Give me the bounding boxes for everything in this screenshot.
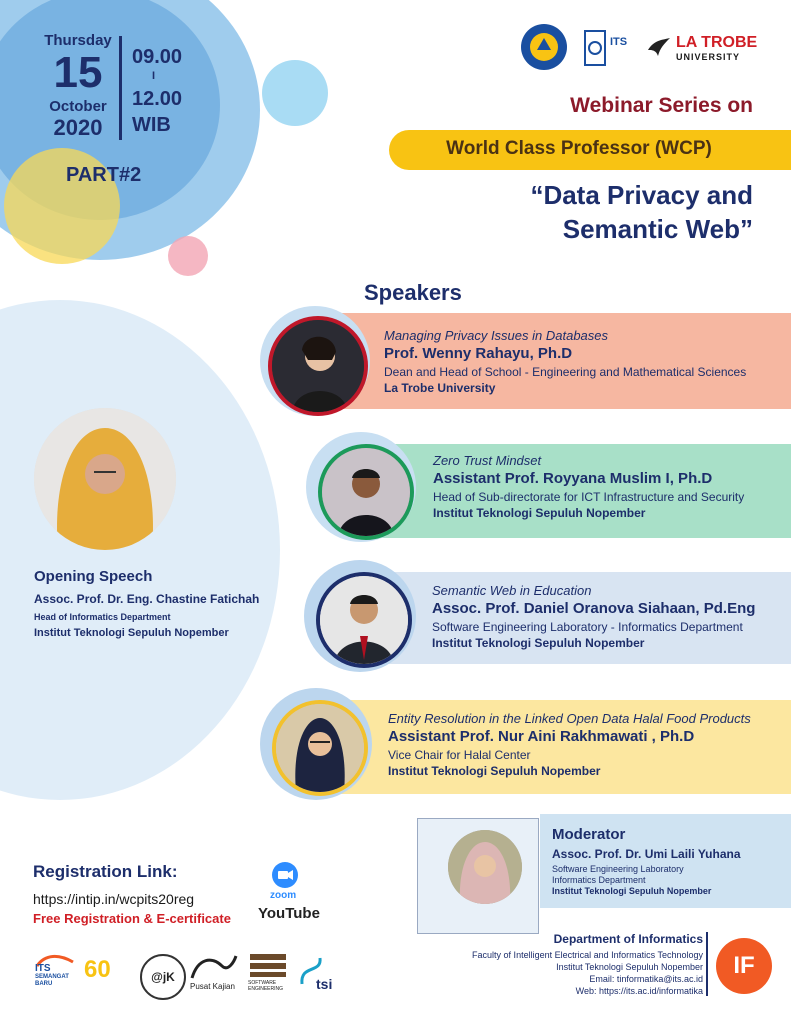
latrobe-name: LA TROBE: [676, 34, 758, 51]
ajk-label: @jK: [151, 970, 175, 984]
opening-speaker-name: Assoc. Prof. Dr. Eng. Chastine Fatichah: [34, 592, 260, 606]
informatics-logo: [716, 938, 772, 994]
speaker-photo-4: [272, 700, 368, 796]
wcp-title: World Class Professor (WCP): [446, 138, 712, 159]
youtube-label: YouTube: [258, 905, 320, 922]
timezone: WIB: [132, 114, 171, 136]
free-registration-note: Free Registration & E-certificate: [33, 911, 231, 926]
opening-speech-title: Opening Speech: [34, 568, 153, 585]
main-title-line2: Semantic Web”: [562, 214, 753, 244]
speaker-institution-2: Institut Teknologi Sepuluh Nopember: [433, 506, 646, 520]
speaker-role-1: Dean and Head of School - Engineering and Mathematical Sciences: [384, 365, 747, 379]
tsi-logo: [296, 954, 338, 996]
speaker-topic-4: Entity Resolution in the Linked Open Data Halal Food Products: [388, 711, 751, 726]
latrobe-bird-icon: [646, 36, 672, 58]
speaker-info-3: [432, 583, 755, 650]
halal-center-label: Pusat Kajian: [190, 982, 235, 991]
opening-speaker-institution: Institut Teknologi Sepuluh Nopember: [34, 627, 229, 639]
tsi-label: tsi: [316, 976, 333, 992]
webinar-series-title: Webinar Series on: [570, 94, 753, 117]
software-engineering-logo: [248, 952, 288, 996]
moderator-info: [552, 826, 741, 896]
moderator-line1: Software Engineering Laboratory: [552, 864, 684, 874]
opening-speaker-photo: [34, 408, 176, 550]
department-faculty: Faculty of Intelligent Electrical and Informatics Technology: [472, 950, 703, 960]
speaker-topic-1: Managing Privacy Issues in Databases: [384, 328, 609, 343]
zoom-icon: [272, 862, 298, 888]
speaker-name-4: Assistant Prof. Nur Aini Rakhmawati , Ph.D: [388, 728, 695, 745]
speaker-role-4: Vice Chair for Halal Center: [388, 748, 531, 762]
speaker-topic-3: Semantic Web in Education: [432, 583, 592, 598]
latrobe-university: UNIVERSITY: [676, 52, 741, 62]
moderator-photo: [448, 830, 522, 904]
time-start: 09.00: [132, 46, 183, 68]
registration-link[interactable]: https://intip.in/wcpits20reg: [33, 891, 195, 907]
speaker-info-1: [384, 328, 746, 395]
date-weekday: Thursday: [44, 32, 112, 49]
speaker-role-2: Head of Sub-directorate for ICT Infrastructure and Security: [433, 490, 745, 504]
its-semangat-baru-logo: [33, 952, 77, 996]
department-title: Department of Informatics: [553, 932, 703, 946]
opening-speaker-role: Head of Informatics Department: [34, 612, 171, 622]
its-semangat-text-3: BARU: [35, 981, 53, 987]
its-60-logo: [84, 956, 111, 984]
date-month: October: [49, 98, 107, 115]
speaker-photo-2: [318, 444, 414, 540]
speaker-institution-1: La Trobe University: [384, 381, 496, 395]
date-day: 15: [53, 48, 103, 97]
its-semangat-text-1: ITS: [35, 963, 51, 974]
speaker-name-3: Assoc. Prof. Daniel Oranova Siahaan, Pd.Eng: [432, 600, 756, 617]
speaker-role-3: Software Engineering Laboratory - Informatics Department: [432, 620, 743, 634]
time-separator: I: [152, 70, 156, 82]
main-title-line1: “Data Privacy and: [530, 180, 753, 210]
date-divider: [119, 36, 122, 140]
se-label-2: ENGINEERING: [248, 986, 284, 992]
date-year: 2020: [53, 115, 103, 140]
speaker-institution-3: Institut Teknologi Sepuluh Nopember: [432, 636, 645, 650]
time-end: 12.00: [132, 88, 183, 110]
speaker-institution-4: Institut Teknologi Sepuluh Nopember: [388, 764, 601, 778]
se-label-1: SOFTWARE: [248, 980, 277, 986]
registration-title: Registration Link:: [33, 862, 178, 881]
youtube-logo: [258, 905, 320, 922]
its-semangat-text-2: SEMANGAT: [35, 974, 69, 980]
its-60-label: 60: [84, 956, 111, 983]
informatics-logo-text: IF: [733, 952, 755, 979]
speaker-info-4: [388, 711, 751, 778]
speaker-photo-1: [268, 316, 368, 416]
department-institution: Institut Teknologi Sepuluh Nopember: [556, 962, 703, 972]
bg-circle-lightblue-left: [0, 300, 280, 800]
speaker-name-2: Assistant Prof. Royyana Muslim I, Ph.D: [433, 470, 713, 487]
part-label: PART#2: [66, 164, 142, 186]
its-logo-text: ITS: [610, 36, 628, 48]
zoom-label: zoom: [270, 890, 297, 901]
speakers-heading: Speakers: [364, 280, 462, 305]
bg-circle-pink: [168, 236, 208, 276]
moderator-name: Assoc. Prof. Dr. Umi Laili Yuhana: [552, 847, 741, 861]
halal-center-logo: [188, 952, 240, 996]
speaker-name-1: Prof. Wenny Rahayu, Ph.D: [384, 345, 573, 362]
moderator-title: Moderator: [552, 826, 626, 843]
kemdikbud-logo: [521, 24, 567, 70]
its-logo: [584, 30, 638, 66]
ajk-logo: [140, 954, 186, 1000]
bg-circle-cyan: [262, 60, 328, 126]
department-divider: [706, 932, 708, 996]
speaker-topic-2: Zero Trust Mindset: [433, 453, 542, 468]
moderator-line2: Informatics Department: [552, 875, 646, 885]
department-web: Web: https://its.ac.id/informatika: [575, 986, 703, 996]
moderator-institution: Institut Teknologi Sepuluh Nopember: [552, 886, 712, 896]
speaker-info-2: [433, 453, 744, 520]
speaker-photo-3: [316, 572, 412, 668]
department-email: Email: tinformatika@its.ac.id: [589, 974, 703, 984]
